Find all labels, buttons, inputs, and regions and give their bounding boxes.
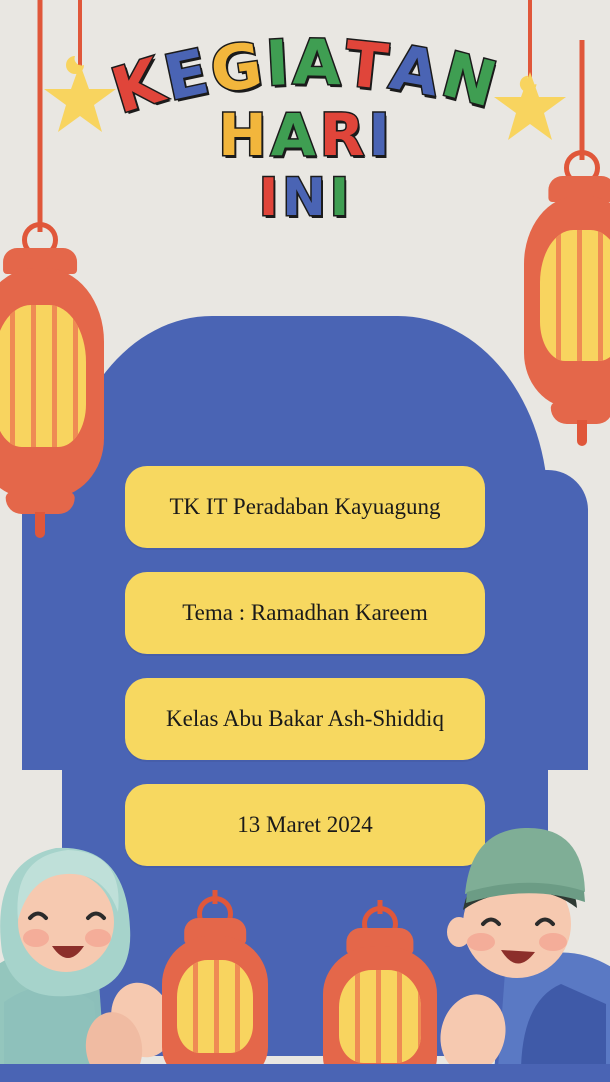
info-banner-school: [125, 466, 485, 548]
lantern-slats: [540, 230, 610, 361]
title-letter: A: [270, 101, 318, 169]
title-letter: A: [292, 25, 344, 100]
title-letter: I: [329, 168, 352, 228]
info-banner-class: [125, 678, 485, 760]
title-line-1: [0, 25, 610, 128]
poster-title: [0, 25, 610, 228]
info-banner-text: TK IT Peradaban Kayuagung: [169, 494, 441, 520]
title-line-3: [0, 168, 610, 228]
lantern-body: [524, 196, 610, 408]
title-letter: N: [435, 37, 507, 122]
info-banner-text: 13 Maret 2024: [237, 812, 373, 838]
lantern-slats: [0, 305, 86, 448]
info-banner-text: Kelas Abu Bakar Ash-Shiddiq: [166, 706, 444, 732]
lantern-tassel: [577, 420, 587, 446]
title-letter: A: [385, 30, 448, 111]
lantern-icon: [320, 900, 440, 1082]
lantern-icon: [160, 890, 270, 1080]
title-line-2: [0, 101, 610, 169]
lantern-slats: [177, 960, 253, 1053]
title-letter: I: [368, 101, 392, 169]
info-banner-text: Tema : Ramadhan Kareem: [182, 600, 428, 626]
lantern-body: [0, 268, 104, 498]
title-letter: K: [103, 43, 173, 128]
title-letter: H: [218, 101, 269, 169]
title-letter: N: [282, 168, 328, 228]
info-banner-theme: [125, 572, 485, 654]
title-letter: T: [341, 26, 394, 105]
bottom-band: [0, 1064, 610, 1082]
lantern-body: [323, 946, 437, 1082]
lantern-body: [162, 936, 268, 1082]
title-letter: R: [319, 101, 367, 169]
title-letter: E: [157, 34, 217, 115]
title-letter: I: [264, 25, 293, 101]
title-letter: I: [258, 168, 281, 228]
title-letter: G: [206, 27, 269, 108]
lantern-slats: [339, 970, 421, 1063]
